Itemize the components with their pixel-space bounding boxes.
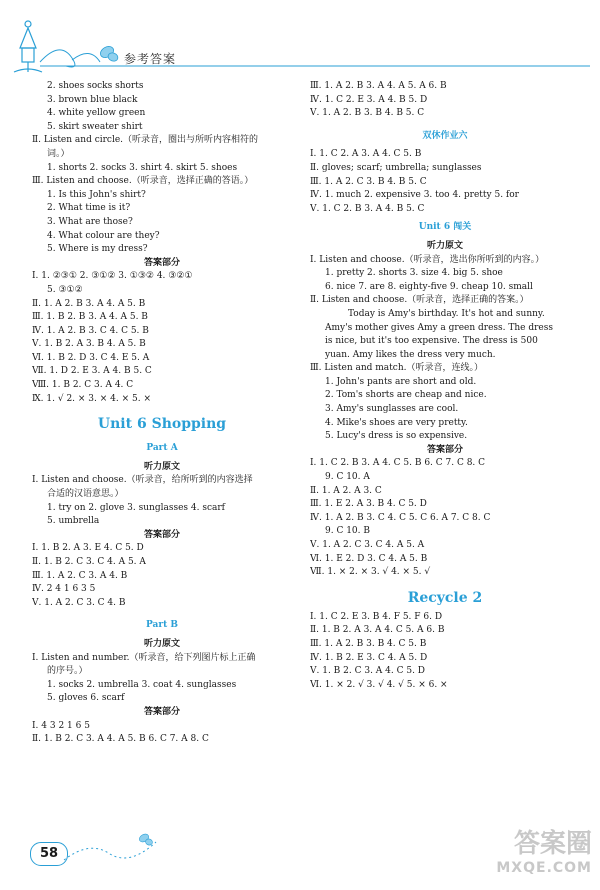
passage-line: Amy's mother gives Amy a green dress. The dress (325, 322, 553, 333)
passage-line: Today is Amy's birthday. It's hot and sunny. (348, 308, 545, 319)
answer-line: Ⅱ. 1. B 2. C 3. A 4. A 5. B 6. C 7. A 8. C (32, 734, 209, 745)
question-line: Ⅰ. Listen and choose.（听录音，选出你所听到的内容。） (310, 254, 545, 265)
answer-line: Ⅰ. 1. C 2. A 3. A 4. C 5. B (310, 149, 422, 160)
answer-line: 2. shoes socks shorts (47, 81, 144, 91)
passage-line: is nice, but it's too expensive. The dress is 500 (325, 336, 538, 347)
answer-line: Ⅴ. 1. C 2. B 3. A 4. B 5. C (310, 203, 425, 214)
question-line: Ⅰ. Listen and number.（听录音，给下列图片标上正确 (32, 652, 256, 663)
list-item: 4. Mike's shoes are very pretty. (325, 417, 468, 428)
list-item: 5. Where is my dress? (47, 244, 148, 255)
header-decoration (0, 0, 600, 75)
answer-line: 5. umbrella (47, 516, 100, 527)
answer-line: 5. skirt sweater shirt (47, 121, 143, 132)
answer-line: 6. nice 7. are 8. eighty-five 9. cheap 10. small (325, 281, 533, 292)
butterfly-icon (138, 832, 153, 846)
section-heading: 答案部分 (143, 706, 180, 717)
answer-line: 1. socks 2. umbrella 3. coat 4. sunglasses (47, 679, 237, 690)
answer-line: Ⅱ. 1. B 2. C 3. C 4. A 5. A (32, 557, 146, 567)
section-heading: 答案部分 (143, 529, 180, 540)
answer-line: Ⅳ. 1. A 2. B 3. C 4. C 5. B (32, 325, 149, 336)
answer-line: 9. C 10. A (325, 472, 370, 483)
list-item: 3. Amy's sunglasses are cool. (325, 404, 459, 415)
page-number: 58 (30, 842, 68, 866)
answer-line: Ⅵ. 1. B 2. D 3. C 4. E 5. A (32, 352, 150, 363)
section-heading: 听力原文 (143, 638, 180, 649)
answer-line: Ⅲ. 1. E 2. A 3. B 4. C 5. D (310, 499, 427, 510)
answer-line: Ⅰ. 1. B 2. A 3. E 4. C 5. D (32, 543, 144, 554)
list-item: 3. What are those? (47, 216, 133, 227)
butterfly-icon (98, 44, 119, 62)
answer-line: Ⅸ. 1. √ 2. × 3. × 4. × 5. × (32, 393, 151, 404)
answer-line: Ⅳ. 1. A 2. B 3. C 4. C 5. C 6. A 7. C 8. C (310, 512, 491, 523)
answer-line: Ⅲ. 1. A 2. B 3. B 4. C 5. B (310, 638, 427, 649)
footer-decoration (60, 820, 170, 870)
answer-line: Ⅴ. 1. B 2. C 3. A 4. C 5. D (310, 666, 426, 677)
question-line: Ⅱ. Listen and choose.（听录音，选择正确的答案。） (310, 295, 529, 306)
right-column (310, 80, 580, 692)
recycle-title: Recycle 2 (407, 589, 483, 606)
part-title: Part B (146, 620, 178, 631)
answer-line: Ⅴ. 1. A 2. B 3. B 4. B 5. C (310, 108, 425, 119)
answer-line: Ⅲ. 1. A 2. C 3. B 4. B 5. C (310, 176, 427, 187)
answer-line: 5. ③①② (47, 284, 83, 295)
answer-line: Ⅷ. 1. B 2. C 3. A 4. C (32, 380, 134, 391)
section-heading: 听力原文 (143, 461, 180, 472)
section-title: Unit 6 闯关 (418, 222, 472, 233)
header-title: 参考答案 (124, 52, 177, 66)
answer-line: Ⅰ. 1. C 2. E 3. B 4. F 5. F 6. D (310, 611, 443, 622)
answer-line: Ⅶ. 1. × 2. × 3. √ 4. × 5. √ (310, 567, 431, 578)
question-line: 合适的汉语意思。） (47, 489, 124, 500)
answer-line: Ⅳ. 1. B 2. E 3. C 4. A 5. D (310, 652, 428, 663)
answer-line: Ⅱ. 1. A 2. B 3. A 4. A 5. B (32, 298, 146, 309)
list-item: 1. John's pants are short and old. (325, 376, 477, 387)
watermark-logo (482, 828, 592, 886)
answer-line: Ⅴ. 1. A 2. C 3. C 4. B (32, 597, 126, 608)
answer-line: Ⅰ. 1. ②③① 2. ③①② 3. ①③② 4. ③②① (32, 271, 193, 282)
watermark-text: 答案圈 (513, 829, 592, 859)
answer-line: 1. shorts 2. socks 3. shirt 4. skirt 5. shoes (47, 162, 238, 173)
question-line: Ⅲ. Listen and match.（听录音，连线。） (310, 363, 483, 374)
answer-line: 5. gloves 6. scarf (47, 693, 125, 704)
answer-line: 1. pretty 2. shorts 3. size 4. big 5. shoe (325, 268, 503, 279)
question-line: Ⅱ. Listen and circle.（听录音，圈出与所听内容相符的 (32, 135, 259, 146)
question-line: 词。） (47, 148, 70, 159)
list-item: 2. What time is it? (47, 203, 131, 214)
answer-line: Ⅱ. 1. A 2. A 3. C (310, 485, 382, 496)
answer-line: Ⅴ. 1. A 2. C 3. C 4. A 5. A (310, 540, 425, 550)
answer-line: Ⅲ. 1. A 2. B 3. A 4. A 5. A 6. B (310, 81, 447, 91)
unit-title: Unit 6 Shopping (97, 416, 227, 433)
answer-line: Ⅲ. 1. B 2. B 3. A 4. A 5. B (32, 312, 148, 323)
lamp-icon (14, 21, 42, 72)
answer-line: 4. white yellow green (47, 108, 146, 119)
question-line: Ⅲ. Listen and choose.（听录音，选择正确的答语。） (32, 176, 254, 187)
answer-line: Ⅵ. 1. E 2. D 3. C 4. A 5. B (310, 553, 428, 564)
question-line: Ⅰ. Listen and choose.（听录音，给所听到的内容选择 (32, 475, 253, 486)
section-heading: 答案部分 (426, 444, 463, 455)
section-title: 双休作业六 (422, 130, 468, 141)
watermark-url: MXQE.COM (496, 860, 592, 876)
list-item: 5. Lucy's dress is so expensive. (325, 431, 468, 442)
section-heading: 听力原文 (426, 240, 463, 251)
answer-line: 3. brown blue black (47, 94, 138, 105)
list-item: 2. Tom's shorts are cheap and nice. (325, 390, 487, 401)
answer-line: Ⅲ. 1. A 2. C 3. A 4. B (32, 570, 128, 581)
part-title: Part A (146, 443, 178, 454)
answer-line: Ⅰ. 1. C 2. B 3. A 4. C 5. B 6. C 7. C 8. C (310, 458, 486, 469)
answer-line: Ⅶ. 1. D 2. E 3. A 4. B 5. C (32, 366, 152, 377)
answer-line: Ⅳ. 2 4 1 6 3 5 (32, 584, 96, 595)
section-heading: 答案部分 (143, 257, 180, 268)
answer-line: Ⅰ. 4 3 2 1 6 5 (32, 720, 90, 731)
answer-line: Ⅱ. gloves; scarf; umbrella; sunglasses (310, 162, 482, 173)
answer-line: 1. try on 2. glove 3. sunglasses 4. scarf (47, 502, 225, 513)
answer-line: Ⅳ. 1. much 2. expensive 3. too 4. pretty 5. for (310, 190, 519, 201)
answer-line: Ⅳ. 1. C 2. E 3. A 4. B 5. D (310, 94, 428, 105)
list-item: 1. Is this John's shirt? (47, 189, 146, 200)
question-line: 的序号。） (47, 666, 88, 677)
passage-line: yuan. Amy likes the dress very much. (325, 349, 496, 360)
answer-line: Ⅵ. 1. × 2. √ 3. √ 4. √ 5. × 6. × (310, 679, 448, 690)
list-item: 4. What colour are they? (47, 230, 160, 241)
left-column (32, 80, 292, 747)
answer-line: Ⅱ. 1. B 2. A 3. A 4. C 5. A 6. B (310, 625, 445, 636)
page-header (0, 0, 600, 75)
answer-line: Ⅴ. 1. B 2. A 3. B 4. A 5. B (32, 339, 146, 350)
answer-line: 9. C 10. B (325, 526, 370, 537)
